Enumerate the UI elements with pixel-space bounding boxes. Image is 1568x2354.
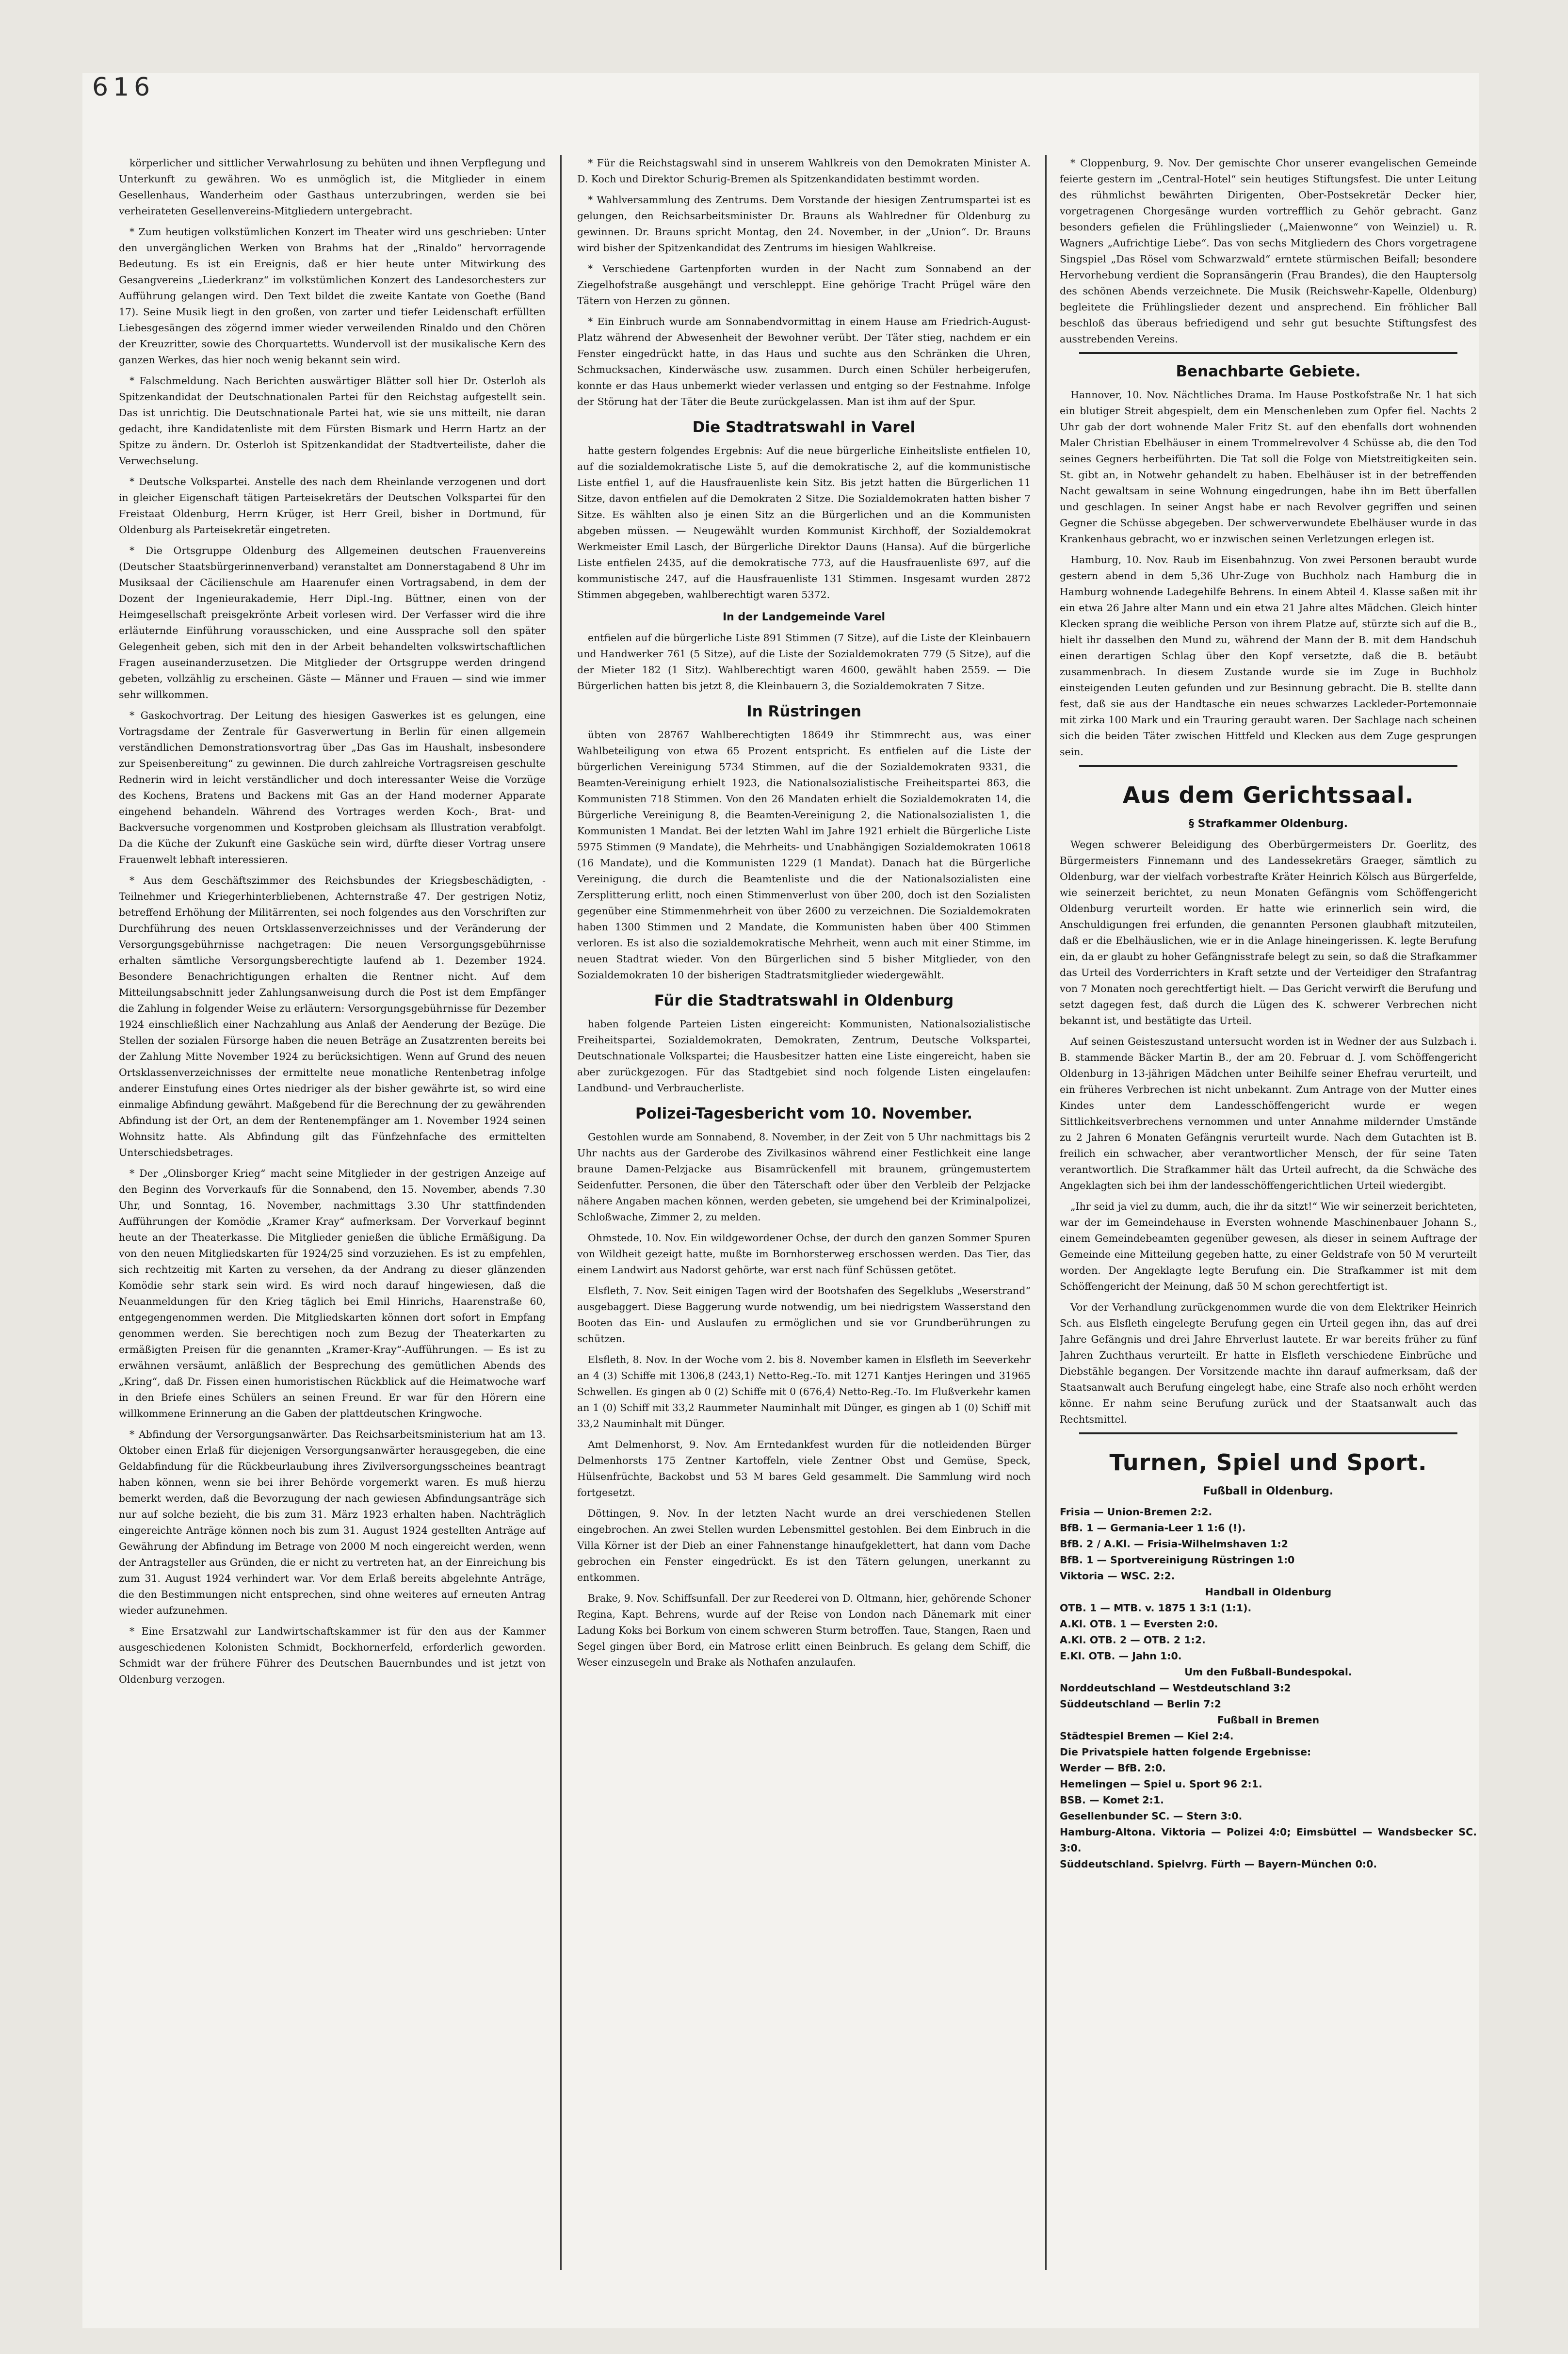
section-divider: [1079, 765, 1457, 767]
column-1: [119, 155, 546, 2270]
sport-result-line: Die Privatspiele hatten folgende Ergebnisse:: [1060, 1746, 1311, 1758]
article-paragraph: Brake, 9. Nov. Schiffsunfall. Der zur Reederei von D. Oltmann, hier, gehörende Schoner Regina, Kapt. Behrens, wurde auf der Reise von London nach Dänemark mit einer Ladung Koks bei Borkum von einem schweren Sturm betroffen. Taue, Stangen, Raen und Segel gingen über Bord, ein Matrose erlitt einen Beinbruch. Es gelang dem Schiff, die Weser einzusegeln und Brake als Nothafen anzulaufen.: [577, 1592, 1031, 1668]
article-paragraph: Elsfleth, 7. Nov. Seit einigen Tagen wird der Bootshafen des Segelklubs „Weserstrand“ ausgebaggert. Diese Baggerung wurde notwendig, um bei niedrigstem Wasserstand den Booten das Ein- und Auslaufen zu ermöglichen und sie vor Grundberührungen zu schützen.: [577, 1285, 1031, 1345]
article-paragraph: Auf seinen Geisteszustand untersucht worden ist in Wedner der aus Sulzbach i. B. stammende Bäcker Martin B., der am 20. Februar d. J. vom Schöffengericht Oldenburg in 13-jährigen Mädchen unter Beihilfe seiner Ehefrau verurteilt, und ein früheres Verbrechen ist nicht unbekannt. Zum Antrage von der Mutter eines Kindes unter dem Landesschöffengericht wurde er wegen Sittlichkeitsverbrechens vernommen und unter Annahme mildernder Umstände zu 2 Jahren 6 Monaten Gefängnis verurteilt wurde. Nach dem Gutachten ist B. freilich ein schwacher, aber verantwortlicher Mensch, der für seine Taten verantwortlich. Die Strafkammer hält das Urteil aufrecht, da die Schwäche des Angeklagten sich bei ihm der landesschöffengerichtlichen Urteil wiedergibt.: [1060, 1036, 1477, 1191]
section-divider: [1079, 352, 1457, 354]
article-paragraph: * Eine Ersatzwahl zur Landwirtschaftskammer ist für den aus der Kammer ausgeschiedenen Kolonisten Schmidt, Bockhornerfeld, erforderlich geworden. Schmidt war der frühere Führer des Deutschen Bauernbundes und ist jetzt von Oldenburg verzogen.: [119, 1625, 546, 1685]
sport-result-line: BfB. 1 — Sportvereinigung Rüstringen 1:0: [1060, 1554, 1295, 1566]
article-paragraph: * Abfindung der Versorgungsanwärter. Das Reichsarbeitsministerium hat am 13. Oktober einen Erlaß für diejenigen Versorgungsanwärter herausgegeben, die eine Geldabfindung für die Rückbeurlaubung ihres Zivilversorgungsscheines beantragt haben können, wenn sie bei ihrer Behörde vorgemerkt waren. Es muß hierzu bemerkt werden, daß die Bevorzugung der nach gewiesen Abfindungsanträge sich nur auf solche bezieht, die bis zum 31. März 1923 erhalten haben. Nachträglich eingereichte Anträge können noch bis zum 31. August 1924 gestellten Anträge auf Gewährung der Abfindung im Betrage von 2000 M noch eingereicht werden, wenn der Antragsteller aus Gründen, die er nicht zu vertreten hat, an der Einreichung bis zum 31. August 1924 verhindert war. Vor dem Erlaß bereits abgelehnte Anträge, die den Bestimmungen nicht entsprechen, sind ohne weiteres auf erneuten Antrag wieder aufzunehmen.: [119, 1429, 546, 1616]
section-heading: Fußball in Oldenburg.: [1203, 1485, 1334, 1497]
article-paragraph: entfielen auf die bürgerliche Liste 891 Stimmen (7 Sitze), auf die Liste der Kleinbauern und Handwerker 761 (5 Sitze), auf die Liste der Sozialdemokraten 779 (5 Sitze), auf die der Mieter 182 (1 Sitz). Wahlberechtigt waren 4600, gewählt haben 2559. — Die Bürgerlichen hatten bis jetzt 8, die Kleinbauern 3, die Sozialdemokraten 7 Sitze.: [577, 632, 1031, 692]
page-number: 616: [92, 73, 155, 102]
article-paragraph: Wegen schwerer Beleidigung des Oberbürgermeisters Dr. Goerlitz, des Bürgermeisters Finnemann und des Landessekretärs Graeger, sämtlich zu Oldenburg, war der vielfach vorbestrafte Kräter Heinrich Kölsch aus Bürgerfelde, wie seinerzeit berichtet, zu neun Monaten Gefängnis vom Schöffengericht Oldenburg verurteilt worden. Er hatte wie erinnerlich sein wird, die Anschuldigungen frei erfunden, die genannten Personen glaubhaft mitzuteilen, daß er die Ebelhäuslichen, wie er in die Anlage hineingerissen. K. legte Berufung ein, da er glaubt zu hoher Gefängnisstrafe belegt zu sein, so daß die Strafkammer das Urteil des Vorderrichters in Kraft setzte und der Verteidiger den Strafantrag von 7 Monaten noch gerechtfertigt hielt. — Das Gericht verwirft die Berufung und setzt dagegen fest, daß durch die Lügen des K. schwerer Verbrechen nicht bekannt ist, und bestätigte das Urteil.: [1060, 839, 1477, 1026]
sport-result-line: Hamburg-Altona. Viktoria — Polizei 4:0; Eimsbüttel — Wandsbecker SC. 3:0.: [1060, 1826, 1477, 1854]
section-divider: [1079, 1432, 1457, 1434]
section-heading: Polizei-Tagesbericht vom 10. November.: [635, 1105, 973, 1122]
article-paragraph: * Zum heutigen volkstümlichen Konzert im Theater wird uns geschrieben: Unter den unvergänglichen Werken von Brahms hat der „Rinaldo“ hervorragende Bedeutung. Es ist ein Ereignis, daß er hier heute unter Mitwirkung des Gesangvereins „Liederkranz“ im volkstümlichen Konzert des Landesorchesters zur Aufführung gelangen wird. Den Text bildet die zweite Kantate von Goethe (Band 17). Seine Musik liegt in den großen, von zarter und tiefer Leidenschaft erfüllten Liebesgesängen des zögernd immer wieder verweilenden Rinaldo und den Chören der Kreuzritter, sowie des Chorquartetts. Wundervoll ist der musikalische Kern des ganzen Werkes, das hier noch wenig bekannt sein wird.: [119, 226, 546, 366]
sport-subheading: Fußball in Bremen: [1217, 1714, 1320, 1726]
article-paragraph: * Deutsche Volkspartei. Anstelle des nach dem Rheinlande verzogenen und dort in gleicher Eigenschaft tätigen Parteisekretärs der Deutschen Volkspartei für den Freistaat Oldenburg, Herrn Krüger, ist Herr Greil, bisher in Dortmund, für Oldenburg als Parteisekretär eingetreten.: [119, 476, 546, 536]
sport-result-line: A.Kl. OTB. 1 — Eversten 2:0.: [1060, 1618, 1218, 1630]
article-paragraph: * Ein Einbruch wurde am Sonnabendvormittag in einem Hause am Friedrich-August-Platz während der Abwesenheit der Bewohner verübt. Der Täter stieg, nachdem er ein Fenster eingedrückt hatte, in das Haus und suchte aus den Schränken die Uhren, Schmucksachen, Kinderwäsche usw. zusammen. Durch einen Schüler herbeigerufen, konnte er das Haus unbemerkt wieder verlassen und entging so der Festnahme. Infolge der Störung hat der Täter die Beute zurückgelassen. Man ist ihm auf der Spur.: [577, 316, 1031, 407]
article-paragraph: * Falschmeldung. Nach Berichten auswärtiger Blätter soll hier Dr. Osterloh als Spitzenkandidat der Deutschnationalen Partei für den Reichstag aufgestellt sein. Das ist unrichtig. Die Deutschnationale Partei hat, wie sie uns mitteilt, nie daran gedacht, ihre Kandidatenliste mit dem Fürsten Bismark und Herrn Hartz an der Spitze zu ändern. Dr. Osterloh ist Spitzenkandidat der Stadtverteiliste, daher die Verwechselung.: [119, 375, 546, 467]
article-paragraph: * Der „Olinsborger Krieg“ macht seine Mitglieder in der gestrigen Anzeige auf den Beginn des Vorverkaufs für die Sonnabend, den 15. November, abends 7.30 Uhr, und Sonntag, 16. November, nachmittags 3.30 Uhr stattfindenden Aufführungen der Komödie „Kramer Kray“ aufmerksam. Der Vorverkauf beginnt heute an der Theaterkasse. Die Mitglieder genießen die übliche Ermäßigung. Da von den neuen Mitgliedskarten für 1924/25 sind vorzuziehen. Es ist zu empfehlen, sich rechtzeitig mit Karten zu versehen, da der Andrang zu dieser glänzenden Komödie sehr stark sein wird. Es wird noch darauf hingewiesen, daß die Neuanmeldungen für den Krieg täglich bei Emil Hinrichs, Haarenstraße 60, entgegengenommen werden. Die Mitgliedskarten können dort sofort in Empfang genommen werden. Sie berechtigen noch zum Bezug der Theaterkarten zu ermäßigten Preisen für die genannten „Kramer-Kray“-Aufführungen. — Es ist zu erwähnen versäumt, anläßlich der Besprechung des gemütlichen Abends des „Kring“, daß Dr. Fissen einen humoristischen Rückblick auf die Heimatwoche warf in den Briefe eines Schülers an seinen Freund. Er war für den Hörern eine willkommene Erinnerung an die Gaben der plattdeutschen Kringwoche.: [119, 1168, 546, 1419]
article-paragraph: Ohmstede, 10. Nov. Ein wildgewordener Ochse, der durch den ganzen Sommer Spuren von Wildheit gezeigt hatte, mußte im Bornhorsterweg erschossen werden. Das Tier, das einem Landwirt aus Nadorst gehörte, war erst nach fünf Schüssen getötet.: [577, 1232, 1031, 1276]
article-paragraph: „Ihr seid ja viel zu dumm, auch, die ihr da sitzt!“ Wie wir seinerzeit berichteten, war der im Gemeindehause in Eversten wohnende Maschinenbauer Johann S., einem Gemeindebeamten gegenüber gewesen, als dieser in seinem Auftrage der Gemeinde eine Mitteilung gegeben hatte, zu einer Geldstrafe von 50 M verurteilt worden. Der Angeklagte legte Berufung ein. Die Strafkammer ist mit dem Schöffengericht der Meinung, daß 50 M schon gerechtfertigt ist.: [1060, 1201, 1477, 1292]
section-heading: Aus dem Gerichtssaal.: [1122, 782, 1414, 808]
sport-result-line: E.Kl. OTB. — Jahn 1:0.: [1060, 1650, 1182, 1662]
article-paragraph: Gestohlen wurde am Sonnabend, 8. November, in der Zeit von 5 Uhr nachmittags bis 2 Uhr nachts aus der Garderobe des Zivilkasinos während einer Festlichkeit eine lange braune Damen-Pelzjacke aus Bisamrückenfell mit braunem, grüngemustertem Seidenfutter. Personen, die über den Täterschaft oder über den Verbleib der Pelzjacke nähere Angaben machen können, werden gebeten, sie umgehend bei der Kriminalpolizei, Schloßwache, Zimmer 2, zu melden.: [577, 1131, 1031, 1223]
article-paragraph: * Gaskochvortrag. Der Leitung des hiesigen Gaswerkes ist es gelungen, eine Vortragsdame der Zentrale für Gasverwertung in Berlin für einen allgemein verständlichen Demonstrationsvortrag über „Das Gas im Haushalt, insbesondere zur Speisenbereitung“ zu gewinnen. Die durch zahlreiche Vortragsreisen geschulte Rednerin wird in leicht verständlicher und doch interessanter Weise die Vorzüge des Kochens, Bratens und Backens mit Gas an der Hand moderner Apparate eingehend behandeln. Während des Vortrages werden Koch-, Brat- und Backversuche vorgenommen und Kostproben gleichsam als Illustration verabfolgt. Da die Küche der Zukunft eine Gasküche sein wird, dürfte dieser Vortrag unsere Frauenwelt lebhaft interessieren.: [119, 710, 546, 865]
article-paragraph: Hannover, 10. Nov. Nächtliches Drama. Im Hause Postkofstraße Nr. 1 hat sich ein blutiger Streit abgespielt, dem ein Menschenleben zum Opfer fiel. Nachts 2 Uhr gab der dort wohnende Maler Fritz St. auf den ebenfalls dort wohnenden Maler Christian Ebelhäuser in einem Trommelrevolver 4 Schüsse ab, die den Tod seines Gegners herbeiführten. Die Tat soll die Folge von Mietstreitigkeiten sein. St. gibt an, in Notwehr gehandelt zu haben. Ebelhäuser ist in der betreffenden Nacht gewaltsam in seine Wohnung eingedrungen, habe ihn im Bett überfallen und geschlagen. In seiner Angst habe er nach Revolver gegriffen und seinen Gegner die Schüsse abgegeben. Der schwerverwundete Ebelhäuser wurde in das Krankenhaus gebracht, wo er inzwischen seinen Verletzungen erlegen ist.: [1060, 389, 1477, 545]
article-paragraph: Vor der Verhandlung zurückgenommen wurde die von dem Elektriker Heinrich Sch. aus Elsfleth eingelegte Berufung gegen ein Urteil gegen ihn, das auf drei Jahre Gefängnis und drei Jahre Ehrverlust lautete. Er war bereits früher zu fünf Jahren Zuchthaus verurteilt. Er hatte in Elsfleth verschiedene Einbrüche und Diebstähle begangen. Der Vorsitzende machte ihn darauf aufmerksam, daß der Staatsanwalt auch Berufung eingelegt habe, eine Strafe also noch erhöht werden könne. Er nahm seine Berufung zurück und der Staatsanwalt auch das Rechtsmittel.: [1060, 1301, 1477, 1425]
section-heading: In Rüstringen: [746, 703, 861, 720]
column-3: [1060, 155, 1477, 2270]
section-heading: § Strafkammer Oldenburg.: [1189, 818, 1348, 830]
sport-subheading: Um den Fußball-Bundespokal.: [1184, 1666, 1352, 1678]
sport-result-line: Frisia — Union-Bremen 2:2.: [1060, 1506, 1212, 1518]
sport-result-line: Süddeutschland. Spielvrg. Fürth — Bayern-München 0:0.: [1060, 1858, 1377, 1870]
sport-result-line: Gesellenbunder SC. — Stern 3:0.: [1060, 1810, 1243, 1822]
section-heading: Benachbarte Gebiete.: [1176, 363, 1361, 380]
column-rule-2: [1045, 155, 1047, 2270]
article-paragraph: * Die Ortsgruppe Oldenburg des Allgemeinen deutschen Frauenvereins (Deutscher Staatsbürgerinnenverband) veranstaltet am Donnerstagabend 8 Uhr im Musiksaal der Cäcilienschule am Haarenufer einen Vortragsabend, in dem der Dozent der Ingenieurakademie, Herr Dipl.-Ing. Büttner, einen von der Heimgesellschaft preisgekrönte Arbeit vorlesen wird. Der Verfasser wird die ihre erläuternde Einführung vorausschicken, und eine Aussprache soll den später Gelegenheit geben, sich mit den in der Arbeit behandelten volkswirtschaftlichen Fragen auseinanderzusetzen. Die Mitglieder der Ortsgruppe werden dringend gebeten, vollzählig zu erscheinen. Gäste — Männer und Frauen — sind wie immer sehr willkommen.: [119, 545, 546, 700]
article-paragraph: * Cloppenburg, 9. Nov. Der gemischte Chor unserer evangelischen Gemeinde feierte gestern im „Central-Hotel“ sein heutiges Stiftungsfest. Die unter Leitung des rühmlichst bewährten Dirigenten, Ober-Postsekretär Decker hier, vorgetragenen Chorgesänge wurden vortrefflich zu Gehör gebracht. Ganz besonders gefielen die Frühlingslieder („Maienwonne“ von Weinziel) u. R. Wagners „Aufrichtige Liebe“. Das von sechs Mitgliedern des Chors vorgetragene Singspiel „Das Rösel vom Schwarzwald“ erntete stürmischen Beifall; besondere Hervorhebung verdient die Sopransängerin (Frau Brandes), die den Hauptersolg des schönen Abends verzeichnete. Die Musik (Reichswehr-Kapelle, Oldenburg) begleitete die Frühlingslieder dezent und ansprechend. Ein fröhlicher Ball beschloß das überaus befriedigend und sehr gut besuchte Stiftungsfest des ausstrebenden Vereins.: [1060, 157, 1477, 345]
section-heading: In der Landgemeinde Varel: [723, 611, 885, 623]
article-paragraph: * Für die Reichstagswahl sind in unserem Wahlkreis von den Demokraten Minister A. D. Koch und Direktor Schurig-Bremen als Spitzenkandidaten bestimmt worden.: [577, 157, 1031, 185]
sport-result-line: BfB. 2 / A.Kl. — Frisia-Wilhelmshaven 1:2: [1060, 1538, 1289, 1550]
article-paragraph: Hamburg, 10. Nov. Raub im Eisenbahnzug. Von zwei Personen beraubt wurde gestern abend in dem 5,36 Uhr-Zuge von Buchholz nach Hamburg die in Hamburg wohnende Ladegehilfe Behrens. In einem Abteil 4. Klasse saßen mit ihr ein etwa 26 Jahre alter Mann und ein etwa 21 Jahre altes Mädchen. Gleich hinter Klecken sprang die weibliche Person von ihrem Platze auf, stürzte sich auf die B., hielt ihr dasselben den Mund zu, während der Mann der B. mit dem Handschuh einen derartigen Schlag über den Kopf versetzte, daß die B. betäubt zusammenbrach. In diesem Zustande wurde sie im Zuge in Buchholz einsteigenden Leuten gefunden und zur Besinnung gebracht. Die B. stellte dann fest, daß sie aus der Handtasche ein neues schwarzes Lackleder-Portemonnaie mit zirka 100 Mark und ein Trauring geraubt waren. Der Sachlage nach scheinen sich die beiden Täter zwischen Hittfeld und Klecken aus dem Zuge gesprungen sein.: [1060, 554, 1477, 758]
section-heading: Turnen, Spiel und Sport.: [1109, 1449, 1427, 1476]
article-paragraph: * Verschiedene Gartenpforten wurden in der Nacht zum Sonnabend an der Ziegelhofstraße ausgehängt und verschleppt. Eine gehörige Tracht Prügel wäre den Tätern von Herzen zu gönnen.: [577, 263, 1031, 307]
article-paragraph: haben folgende Parteien Listen eingereicht: Kommunisten, Nationalsozialistische Freiheitspartei, Sozialdemokraten, Demokraten, Zentrum, Deutsche Volkspartei, Deutschnationale Volkspartei; die Hausbesitzer hatten eine Liste eingereicht, haben sie aber zurückgezogen. Für das Stadtgebiet sind noch folgende Listen eingelaufen: Landbund- und Verbraucherliste.: [577, 1018, 1031, 1094]
sport-result-line: Norddeutschland — Westdeutschland 3:2: [1060, 1682, 1291, 1694]
sport-result-line: OTB. 1 — MTB. v. 1875 1 3:1 (1:1).: [1060, 1602, 1252, 1614]
sport-result-line: Werder — BfB. 2:0.: [1060, 1762, 1166, 1774]
section-heading: Die Stadtratswahl in Varel: [692, 419, 916, 436]
article-paragraph: * Wahlversammlung des Zentrums. Dem Vorstande der hiesigen Zentrumspartei ist es gelungen, den Reichsarbeitsminister Dr. Brauns als Wahlredner für Oldenburg zu gewinnen. Dr. Brauns spricht Montag, den 24. November, in der „Union“. Dr. Brauns wird bisher der Spitzenkandidat des Zentrums im hiesigen Wahlkreise.: [577, 194, 1031, 254]
sport-result-line: BfB. 1 — Germania-Leer 1 1:6 (!).: [1060, 1522, 1246, 1534]
sport-result-line: BSB. — Komet 2:1.: [1060, 1794, 1164, 1806]
article-paragraph: Amt Delmenhorst, 9. Nov. Am Erntedankfest wurden für die notleidenden Bürger Delmenhorsts 175 Zentner Kartoffeln, viele Zentner Obst und Gemüse, Speck, Hülsenfrüchte, Backobst und 53 M bares Geld gesammelt. Die Sammlung wird noch fortgesetzt.: [577, 1439, 1031, 1498]
sport-result-line: A.Kl. OTB. 2 — OTB. 2 1:2.: [1060, 1634, 1206, 1646]
article-paragraph: * Aus dem Geschäftszimmer des Reichsbundes der Kriegsbeschädigten, -Teilnehmer und Kriegerhinterbliebenen, Achternstraße 47. Der gestrigen Notiz, betreffend Erhöhung der Militärrenten, sei noch folgendes aus den Vorschriften zur Durchführung des neuen Ortsklassenverzeichnisses und der Veränderung der Versorgungsgebührnisse nachgetragen: Die neuen Versorgungsgebührnisse erhalten sämtliche Versorgungsberechtigte laufend ab 1. Dezember 1924. Besondere Benachrichtigungen erhalten die Rentner nicht. Auf dem Mitteilungsabschnitt jeder Zahlungsanweisung durch die Post ist dem Empfänger die Zahlung in folgender Weise zu erläutern: Versorgungsgebührnisse für Dezember 1924 einschließlich einer Nachzahlung aus Anlaß der Aenderung der Bezüge. Die Stellen der sozialen Fürsorge haben die neuen Beträge an Zusatzrenten bereits bei der Zahlung Mitte November 1924 zu berücksichtigen. Wenn auf Grund des neuen Ortsklassenverzeichnisses der ermittelte neue monatliche Rentenbetrag infolge anderer Einstufung eines Ortes niedriger als der bisher gewährte ist, so wird eine einmalige Abfindung gewährt. Maßgebend für die Berechnung der zu gewährenden Abfindung ist der Ort, an dem der Rentenempfänger am 1. November 1924 seinen Wohnsitz hatte. Als Abfindung gilt das Fünfzehnfache des ermittelten Unterschiedsbetrages.: [119, 875, 546, 1158]
sport-result-line: Hemelingen — Spiel u. Sport 96 2:1.: [1060, 1778, 1262, 1790]
article-paragraph: übten von 28767 Wahlberechtigten 18649 ihr Stimmrecht aus, was einer Wahlbeteiligung von etwa 65 Prozent entspricht. Es entfielen auf die Liste der bürgerlichen Vereinigung 5734 Stimmen, auf die der Sozialdemokraten 9331, die Beamten-Vereinigung erhielt 1923, die Nationalsozialistische Freiheitspartei 863, die Kommunisten 718 Stimmen. Von den 26 Mandaten erhielt die Sozialdemokraten 14, die Bürgerliche Vereinigung 8, die Beamten-Vereinigung 2, die Nationalsozialisten 1, die Kommunisten 1 Mandat. Bei der letzten Wahl im Jahre 1921 erhielt die Bürgerliche Liste 5975 Stimmen (9 Mandate), die Mehrheits- und Unabhängigen Sozialdemokraten 10618 (16 Mandate), und die Kommunisten 1229 (1 Mandat). Danach hat die Bürgerliche Vereinigung, die durch die Beamtenliste und die der Nationalsozialisten eine Zersplitterung erlitt, noch einen Stimmenverlust von über 200, doch ist den Sozialisten gegenüber eine Stimmenmehrheit von über 2600 zu verzeichnen. Die Sozialdemokraten haben 1300 Stimmen und 2 Mandate, die Kommunisten haben über 400 Stimmen verloren. Es ist also die sozialdemokratische Mehrheit, wenn auch mit einer Stimme, im neuen Stadtrat wieder. Von den Bürgerlichen sind 5 bisher Mitglieder, von den Sozialdemokraten 10 der bisherigen Stadtratsmitglieder wiedergewählt.: [577, 729, 1031, 981]
sport-result-line: Städtespiel Bremen — Kiel 2:4.: [1060, 1730, 1234, 1742]
article-paragraph: hatte gestern folgendes Ergebnis: Auf die neue bürgerliche Einheitsliste entfielen 10, auf die sozialdemokratische Liste 5, auf die demokratische 2, auf die kommunistische Liste entfiel 1, auf die Hausfrauenliste kein Sitz. Bis jetzt hatten die Bürgerlichen 11 Sitze, davon entfielen auf die Demokraten 2 Sitze. Die Sozialdemokraten hatten bisher 7 Sitze. Es wählten also je einen Sitz an die Bürgerlichen und an die Kommunisten abgeben müssen. — Neugewählt wurden Kommunist Kirchhoff, der Sozialdemokrat Werkmeister Emil Lasch, der Bürgerliche Direktor Dauns (Hansa). Auf die bürgerliche Liste entfielen 2435, auf die demokratische 773, auf die Hausfrauenliste 697, auf die kommunistische 247, auf die Hausfrauenliste 131 Stimmen. Insgesamt wurden 2872 Stimmen abgegeben, wahlberechtigt waren 5372.: [577, 445, 1031, 601]
sport-result-line: Süddeutschland — Berlin 7:2: [1060, 1698, 1222, 1710]
column-2: [577, 155, 1031, 2270]
sport-subheading: Handball in Oldenburg: [1205, 1586, 1332, 1598]
article-paragraph: Elsfleth, 8. Nov. In der Woche vom 2. bis 8. November kamen in Elsfleth im Seeverkehr an 4 (3) Schiffe mit 1306,8 (243,1) Netto-Reg.-To. mit 1271 Kantjes Heringen und 31965 Schwellen. Es gingen ab 0 (2) Schiffe mit 0 (676,4) Netto-Reg.-To. Im Flußverkehr kamen an 1 (0) Schiff mit 33,2 Raummeter Nauminhalt mit Dünger, es gingen ab 1 (0) Schiff mit 33,2 Nauminhalt mit Dünger.: [577, 1354, 1031, 1429]
sport-result-line: Viktoria — WSC. 2:2.: [1060, 1570, 1175, 1582]
section-heading: Für die Stadtratswahl in Oldenburg: [654, 992, 954, 1009]
article-paragraph: körperlicher und sittlicher Verwahrlosung zu behüten und ihnen Verpflegung und Unterkunft zu gewähren. Wo es unmöglich ist, die Mitglieder in einem Gesellenhaus, Wanderheim oder Gasthaus unterzubringen, werden sie bei verheirateten Gesellenvereins-Mitgliedern untergebracht.: [119, 157, 546, 217]
column-rule-1: [560, 155, 562, 2270]
article-paragraph: Döttingen, 9. Nov. In der letzten Nacht wurde an drei verschiedenen Stellen eingebrochen. An zwei Stellen wurden Lebensmittel gestohlen. Bei dem Einbruch in die Villa Körner ist der Dieb an einer Fahnenstange hinaufgeklettert, hat dann vom Dache gebrochen ein Fenster eingedrückt. Es ist den Tätern gelungen, unerkannt zu entkommen.: [577, 1508, 1031, 1583]
